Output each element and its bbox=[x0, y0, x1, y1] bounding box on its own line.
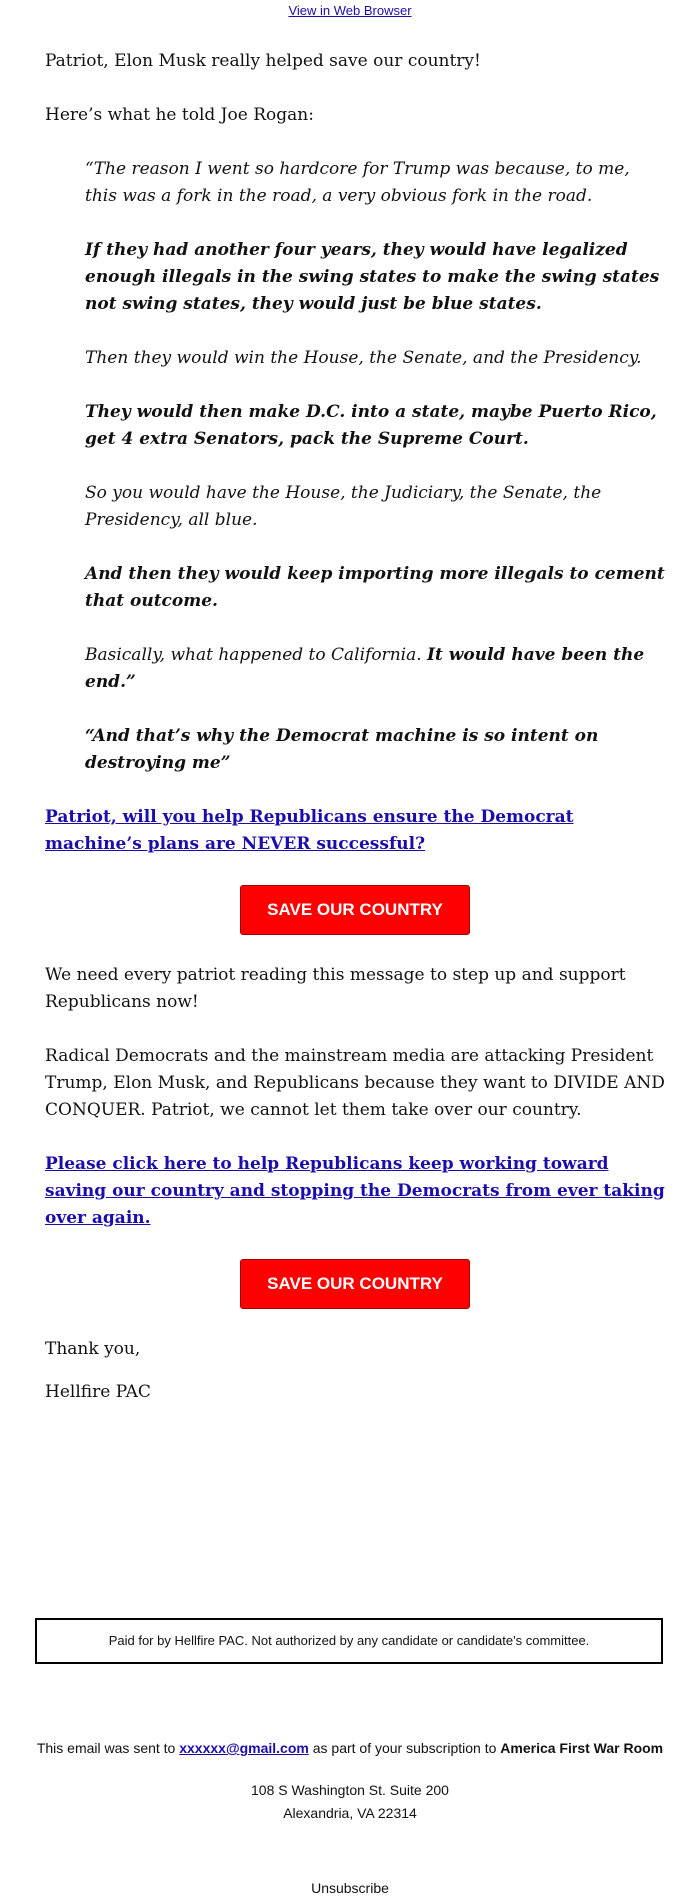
quote-paragraph: They would then make D.C. into a state, maybe Puerto Rico, get 4 extra Senators, pack the Supreme Court. bbox=[85, 402, 657, 449]
view-in-browser-bar bbox=[0, 0, 700, 22]
address-line-2: Alexandria, VA 22314 bbox=[283, 1805, 417, 1821]
body-paragraph: Radical Democrats and the mainstream media are attacking President Trump, Elon Musk, and Republicans because they want to DIVIDE AND CONQUER. Patriot, we cannot let them take over our country. bbox=[45, 1046, 665, 1120]
save-our-country-button[interactable]: SAVE OUR COUNTRY bbox=[240, 1259, 470, 1309]
quote-bold-text: It would have been the end.” bbox=[85, 645, 645, 692]
cta-paragraph-1 bbox=[45, 804, 665, 858]
quote-normal-text: Basically, what happened to California. bbox=[85, 645, 428, 665]
quote-paragraph-mixed bbox=[85, 642, 665, 696]
cta-link-1[interactable]: Patriot, will you help Republicans ensure the Democrat machine’s plans are NEVER successful? bbox=[45, 807, 574, 854]
quote-paragraph: If they had another four years, they would have legalized enough illegals in the swing states to make the swing states not swing states, they would just be blue states. bbox=[85, 240, 660, 314]
signoff-thanks: Thank you, bbox=[45, 1339, 141, 1359]
intro-line-2: Here’s what he told Joe Rogan: bbox=[45, 105, 314, 125]
quote-paragraph: And then they would keep importing more illegals to cement that outcome. bbox=[85, 564, 665, 611]
quote-paragraph: So you would have the House, the Judiciary, the Senate, the Presidency, all blue. bbox=[85, 483, 602, 530]
signoff-sender: Hellfire PAC bbox=[45, 1382, 151, 1402]
rogan-quote bbox=[85, 156, 665, 777]
address-line-1: 108 S Washington St. Suite 200 bbox=[251, 1782, 449, 1798]
paid-for-disclaimer: Paid for by Hellfire PAC. Not authorized by any candidate or candidate's committee. bbox=[35, 1618, 663, 1664]
sent-mid: as part of your subscription to bbox=[308, 1740, 501, 1756]
sent-prefix: This email was sent to bbox=[36, 1740, 180, 1756]
email-content bbox=[45, 48, 665, 1433]
quote-paragraph: “The reason I went so hardcore for Trump was because, to me, this was a fork in the road, a very obvious fork in the road. bbox=[85, 159, 630, 206]
intro-line-1: Patriot, Elon Musk really helped save our country! bbox=[45, 51, 481, 71]
org-name: America First War Room bbox=[500, 1740, 664, 1756]
button-row-2 bbox=[45, 1259, 665, 1309]
body-paragraph: We need every patriot reading this message to step up and support Republicans now! bbox=[45, 965, 626, 1012]
view-in-browser-link[interactable]: View in Web Browser bbox=[288, 3, 412, 18]
button-row-1 bbox=[45, 885, 665, 935]
cta-paragraph-2 bbox=[45, 1151, 665, 1232]
unsubscribe-link[interactable]: Unsubscribe bbox=[311, 1880, 389, 1896]
recipient-email-link[interactable]: xxxxxx@gmail.com bbox=[179, 1740, 309, 1756]
quote-final: “And that’s why the Democrat machine is so intent on destroying me” bbox=[85, 726, 599, 773]
subscription-notice bbox=[0, 1740, 700, 1756]
quote-paragraph: Then they would win the House, the Senate, and the Presidency. bbox=[85, 348, 642, 368]
cta-link-2[interactable]: Please click here to help Republicans keep working toward saving our country and stopping the Democrats from ever taking over again. bbox=[45, 1154, 665, 1228]
save-our-country-button[interactable]: SAVE OUR COUNTRY bbox=[240, 885, 470, 935]
